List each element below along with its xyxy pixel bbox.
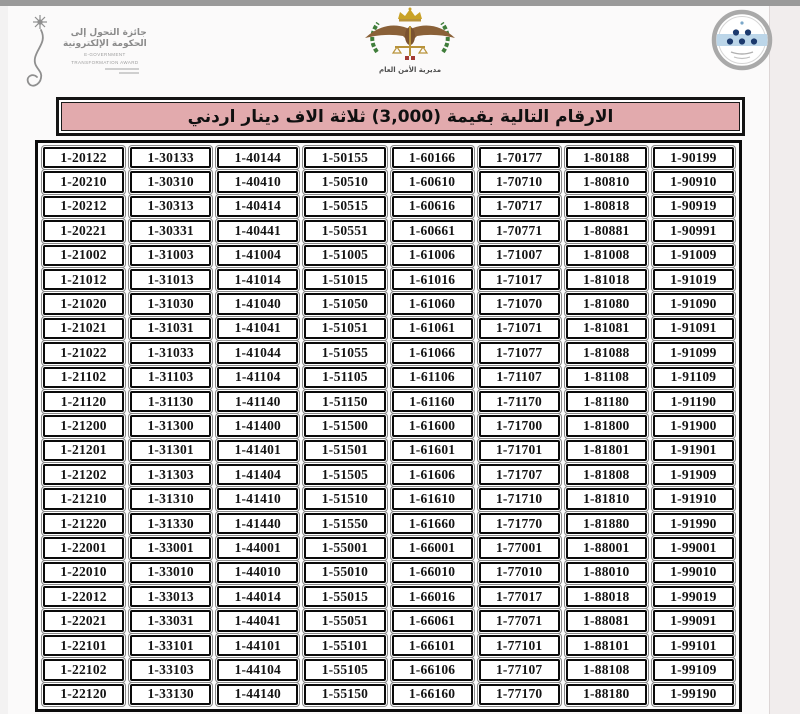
- number-cell: 1-91091: [653, 318, 734, 339]
- number-cell: 1-55051: [304, 610, 385, 631]
- number-cell: 1-21120: [43, 391, 124, 412]
- number-cell: 1-31310: [130, 488, 211, 509]
- number-cell: 1-91109: [653, 367, 734, 388]
- number-cell: 1-99091: [653, 610, 734, 631]
- number-cell: 1-71170: [479, 391, 560, 412]
- number-cell: 1-31300: [130, 415, 211, 436]
- number-cell: 1-88081: [566, 610, 647, 631]
- number-cell: 1-41410: [217, 488, 298, 509]
- number-cell: 1-77010: [479, 562, 560, 583]
- number-cell: 1-81108: [566, 367, 647, 388]
- number-cell: 1-22012: [43, 586, 124, 607]
- round-dots-emblem-icon: [711, 9, 773, 71]
- number-cell: 1-30313: [130, 196, 211, 217]
- number-cell: 1-71007: [479, 245, 560, 266]
- number-cell: 1-21021: [43, 318, 124, 339]
- number-cell: 1-61006: [392, 245, 473, 266]
- number-cell: 1-51050: [304, 293, 385, 314]
- number-cell: 1-44101: [217, 635, 298, 656]
- award-swirl-icon: [20, 12, 58, 96]
- number-cell: 1-22102: [43, 659, 124, 680]
- number-cell: 1-88108: [566, 659, 647, 680]
- number-cell: 1-61610: [392, 488, 473, 509]
- number-cell: 1-44010: [217, 562, 298, 583]
- number-cell: 1-81080: [566, 293, 647, 314]
- number-cell: 1-41401: [217, 440, 298, 461]
- number-cell: 1-31103: [130, 367, 211, 388]
- number-cell: 1-81801: [566, 440, 647, 461]
- number-cell: 1-66106: [392, 659, 473, 680]
- psd-coat-of-arms-logo: [353, 6, 467, 74]
- number-cell: 1-70710: [479, 171, 560, 192]
- number-cell: 1-91909: [653, 464, 734, 485]
- number-cell: 1-77071: [479, 610, 560, 631]
- number-cell: 1-31330: [130, 513, 211, 534]
- number-cell: 1-91190: [653, 391, 734, 412]
- number-cell: 1-81180: [566, 391, 647, 412]
- number-cell: 1-31030: [130, 293, 211, 314]
- number-cell: 1-21002: [43, 245, 124, 266]
- number-cell: 1-71701: [479, 440, 560, 461]
- number-cell: 1-41041: [217, 318, 298, 339]
- number-cell: 1-71070: [479, 293, 560, 314]
- number-cell: 1-88010: [566, 562, 647, 583]
- number-cell: 1-77107: [479, 659, 560, 680]
- number-cell: 1-51105: [304, 367, 385, 388]
- number-cell: 1-55101: [304, 635, 385, 656]
- number-cell: 1-91901: [653, 440, 734, 461]
- number-cell: 1-90919: [653, 196, 734, 217]
- number-cell: 1-33130: [130, 684, 211, 705]
- scan-right-edge: [769, 6, 800, 714]
- number-cell: 1-90199: [653, 147, 734, 168]
- number-cell: 1-31013: [130, 269, 211, 290]
- number-cell: 1-51055: [304, 342, 385, 363]
- number-cell: 1-99019: [653, 586, 734, 607]
- number-cell: 1-33103: [130, 659, 211, 680]
- number-cell: 1-20210: [43, 171, 124, 192]
- award-smallprint-line: [119, 72, 139, 74]
- number-cell: 1-41440: [217, 513, 298, 534]
- number-cell: 1-66101: [392, 635, 473, 656]
- number-cell: 1-41004: [217, 245, 298, 266]
- number-cell: 1-41014: [217, 269, 298, 290]
- number-cell: 1-31303: [130, 464, 211, 485]
- number-cell: 1-50551: [304, 220, 385, 241]
- number-cell: 1-71077: [479, 342, 560, 363]
- award-name-en-2: TRANSFORMATION AWARD: [71, 60, 139, 65]
- number-cell: 1-70177: [479, 147, 560, 168]
- number-cell: 1-31301: [130, 440, 211, 461]
- number-cell: 1-50510: [304, 171, 385, 192]
- number-cell: 1-90991: [653, 220, 734, 241]
- document-title: الارقام التالية بقيمة (3,000) ثلاثة الاف دينار اردني: [187, 106, 614, 127]
- number-cell: 1-81081: [566, 318, 647, 339]
- number-cell: 1-61061: [392, 318, 473, 339]
- psd-caption: مديرية الأمن العام: [378, 66, 442, 74]
- number-cell: 1-21102: [43, 367, 124, 388]
- number-cell: 1-20221: [43, 220, 124, 241]
- number-cell: 1-77001: [479, 537, 560, 558]
- number-cell: 1-41400: [217, 415, 298, 436]
- number-cell: 1-22021: [43, 610, 124, 631]
- number-cell: 1-21020: [43, 293, 124, 314]
- number-cell: 1-81800: [566, 415, 647, 436]
- number-cell: 1-33010: [130, 562, 211, 583]
- number-cell: 1-66016: [392, 586, 473, 607]
- number-cell: 1-99010: [653, 562, 734, 583]
- number-cell: 1-44041: [217, 610, 298, 631]
- number-cell: 1-21022: [43, 342, 124, 363]
- number-cell: 1-81808: [566, 464, 647, 485]
- number-cell: 1-81008: [566, 245, 647, 266]
- number-cell: 1-21210: [43, 488, 124, 509]
- number-cell: 1-88180: [566, 684, 647, 705]
- number-cell: 1-55010: [304, 562, 385, 583]
- number-cell: 1-31031: [130, 318, 211, 339]
- number-cell: 1-41104: [217, 367, 298, 388]
- number-cell: 1-91099: [653, 342, 734, 363]
- award-name-ar-1: جائزة التحول إلى: [70, 28, 147, 38]
- numbers-grid: [35, 140, 742, 712]
- number-cell: 1-91900: [653, 415, 734, 436]
- award-name-ar-2: الحكومة الإلكترونية: [63, 39, 147, 49]
- number-cell: 1-77170: [479, 684, 560, 705]
- number-cell: 1-91990: [653, 513, 734, 534]
- number-cell: 1-81880: [566, 513, 647, 534]
- number-cell: 1-50515: [304, 196, 385, 217]
- number-cell: 1-33001: [130, 537, 211, 558]
- number-cell: 1-71710: [479, 488, 560, 509]
- number-cell: 1-99101: [653, 635, 734, 656]
- number-cell: 1-88018: [566, 586, 647, 607]
- number-cell: 1-77017: [479, 586, 560, 607]
- number-cell: 1-91009: [653, 245, 734, 266]
- number-cell: 1-21220: [43, 513, 124, 534]
- award-name-en-1: E-GOVERNMENT: [84, 52, 126, 57]
- number-cell: 1-51051: [304, 318, 385, 339]
- number-cell: 1-99001: [653, 537, 734, 558]
- number-cell: 1-44140: [217, 684, 298, 705]
- number-cell: 1-41040: [217, 293, 298, 314]
- number-cell: 1-51510: [304, 488, 385, 509]
- number-cell: 1-30133: [130, 147, 211, 168]
- number-cell: 1-51005: [304, 245, 385, 266]
- number-cell: 1-99190: [653, 684, 734, 705]
- number-cell: 1-60610: [392, 171, 473, 192]
- number-cell: 1-50155: [304, 147, 385, 168]
- number-cell: 1-33013: [130, 586, 211, 607]
- number-cell: 1-71707: [479, 464, 560, 485]
- number-cell: 1-66061: [392, 610, 473, 631]
- award-smallprint-line: [105, 68, 139, 70]
- number-cell: 1-33031: [130, 610, 211, 631]
- number-cell: 1-80881: [566, 220, 647, 241]
- number-cell: 1-22120: [43, 684, 124, 705]
- number-cell: 1-66001: [392, 537, 473, 558]
- number-cell: 1-66160: [392, 684, 473, 705]
- number-cell: 1-21012: [43, 269, 124, 290]
- number-cell: 1-22001: [43, 537, 124, 558]
- award-text-block: [63, 28, 147, 96]
- number-cell: 1-30310: [130, 171, 211, 192]
- number-cell: 1-61601: [392, 440, 473, 461]
- number-cell: 1-55001: [304, 537, 385, 558]
- number-cell: 1-44001: [217, 537, 298, 558]
- number-cell: 1-60661: [392, 220, 473, 241]
- number-cell: 1-60166: [392, 147, 473, 168]
- number-cell: 1-44104: [217, 659, 298, 680]
- number-cell: 1-40414: [217, 196, 298, 217]
- number-cell: 1-61160: [392, 391, 473, 412]
- number-cell: 1-20122: [43, 147, 124, 168]
- number-cell: 1-51501: [304, 440, 385, 461]
- number-cell: 1-51150: [304, 391, 385, 412]
- number-cell: 1-22010: [43, 562, 124, 583]
- number-cell: 1-61660: [392, 513, 473, 534]
- number-cell: 1-61600: [392, 415, 473, 436]
- number-cell: 1-33101: [130, 635, 211, 656]
- number-cell: 1-22101: [43, 635, 124, 656]
- number-cell: 1-21201: [43, 440, 124, 461]
- number-cell: 1-88101: [566, 635, 647, 656]
- number-cell: 1-61060: [392, 293, 473, 314]
- number-cell: 1-80818: [566, 196, 647, 217]
- number-cell: 1-90910: [653, 171, 734, 192]
- number-cell: 1-40441: [217, 220, 298, 241]
- number-cell: 1-41404: [217, 464, 298, 485]
- number-cell: 1-66010: [392, 562, 473, 583]
- number-cell: 1-44014: [217, 586, 298, 607]
- number-cell: 1-51015: [304, 269, 385, 290]
- number-cell: 1-55105: [304, 659, 385, 680]
- number-cell: 1-31003: [130, 245, 211, 266]
- number-cell: 1-30331: [130, 220, 211, 241]
- number-cell: 1-60616: [392, 196, 473, 217]
- number-cell: 1-21202: [43, 464, 124, 485]
- number-cell: 1-91090: [653, 293, 734, 314]
- number-cell: 1-77101: [479, 635, 560, 656]
- number-cell: 1-81810: [566, 488, 647, 509]
- scan-left-edge: [0, 6, 8, 714]
- number-cell: 1-40144: [217, 147, 298, 168]
- number-cell: 1-71700: [479, 415, 560, 436]
- number-cell: 1-99109: [653, 659, 734, 680]
- number-cell: 1-21200: [43, 415, 124, 436]
- number-cell: 1-70771: [479, 220, 560, 241]
- number-cell: 1-31033: [130, 342, 211, 363]
- number-cell: 1-71107: [479, 367, 560, 388]
- document-title-bar: [56, 97, 745, 136]
- number-cell: 1-61606: [392, 464, 473, 485]
- number-cell: 1-61066: [392, 342, 473, 363]
- number-cell: 1-51505: [304, 464, 385, 485]
- number-cell: 1-55150: [304, 684, 385, 705]
- number-cell: 1-71017: [479, 269, 560, 290]
- number-cell: 1-80188: [566, 147, 647, 168]
- number-cell: 1-61106: [392, 367, 473, 388]
- number-cell: 1-80810: [566, 171, 647, 192]
- number-cell: 1-41140: [217, 391, 298, 412]
- number-cell: 1-40410: [217, 171, 298, 192]
- number-cell: 1-41044: [217, 342, 298, 363]
- number-cell: 1-91019: [653, 269, 734, 290]
- number-cell: 1-81018: [566, 269, 647, 290]
- number-cell: 1-61016: [392, 269, 473, 290]
- number-cell: 1-88001: [566, 537, 647, 558]
- number-cell: 1-51550: [304, 513, 385, 534]
- number-cell: 1-55015: [304, 586, 385, 607]
- number-cell: 1-71770: [479, 513, 560, 534]
- number-cell: 1-20212: [43, 196, 124, 217]
- number-cell: 1-70717: [479, 196, 560, 217]
- number-cell: 1-51500: [304, 415, 385, 436]
- number-cell: 1-71071: [479, 318, 560, 339]
- egov-award-logo: [20, 12, 150, 96]
- number-cell: 1-91910: [653, 488, 734, 509]
- number-cell: 1-81088: [566, 342, 647, 363]
- number-cell: 1-31130: [130, 391, 211, 412]
